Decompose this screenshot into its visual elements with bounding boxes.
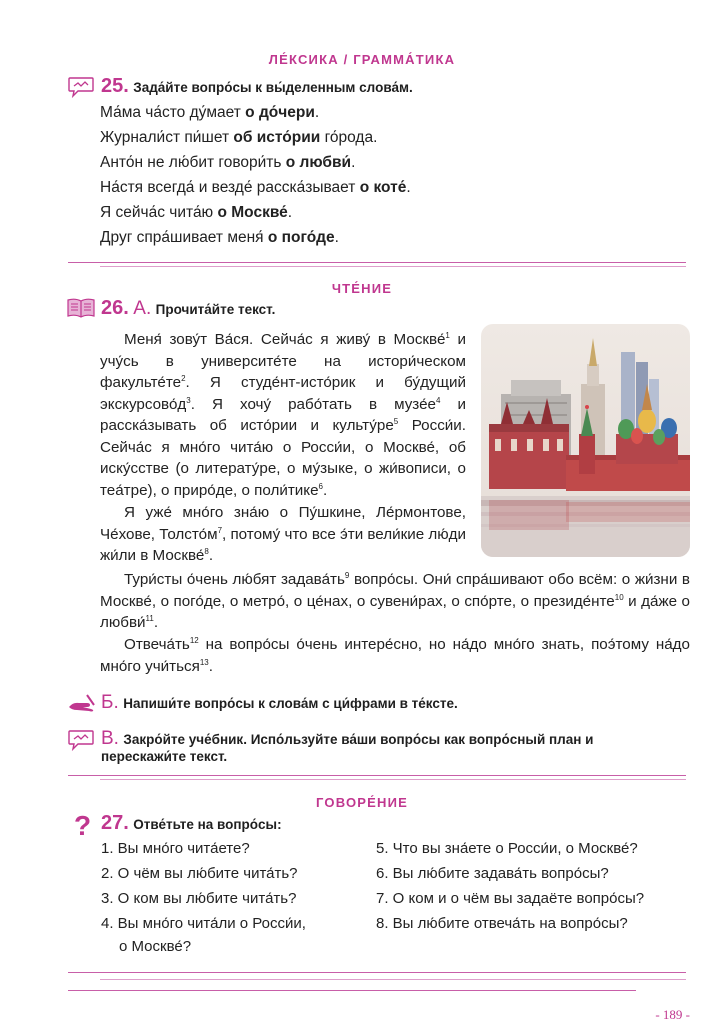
divider [68,775,686,776]
footer-rule [68,972,686,973]
question-2: 2. О чём вы лю́бите чита́ть? [101,865,298,882]
exercise-heading: Зада́йте вопро́сы к вы́деленным слова́м. [133,80,413,95]
part-c-heading: Закро́йте уче́бник. Испо́льзуйте ва́ши вопро́сы как вопро́сный план и [123,732,594,747]
question-7: 7. О ком и о чём вы задаёте вопро́сы? [376,890,645,907]
question-4-continued: о Москве́? [119,938,192,955]
ex25-line-3: Анто́н не лю́бит говори́ть о любви́. [100,154,356,171]
exercise-heading: Отве́тьте на вопро́сы: [133,817,282,832]
footer-rule [68,990,636,991]
question-5: 5. Что вы зна́ете о Росси́и, о Москве́? [376,840,638,857]
part-letter-a: А. [133,298,152,319]
reading-paragraph-1: Меня́ зову́т Ва́ся. Сейча́с я живу́ в Москве́$^1$ и учу́сь в университе́те на истори́ческом $факульте́те^2$. Я студе́нт-исто́рик и бу́дущий $экскурсово́д^3$. Я хочу́ рабо́тать в $музе́е^4$ и расска́зывать об исто́рии и $культу́ре^5$ Росси́и. Сейча́с я мно́го чита́ю о Росси́и, о Москве́, об иску́сстве (о литерату́ре, о му́зыке, о жи́вописи, о теа́тре), о приро́де, о поли́тике$^6$. [100,330,466,499]
question-mark-icon: ? [74,810,92,841]
part-c-header [101,728,593,750]
section-title-reading: ЧТЕ́НИЕ [331,281,393,296]
divider [68,262,686,263]
page-number: - 189 - [655,1007,690,1022]
question-6: 6. Вы лю́бите задава́ть вопро́сы? [376,865,609,882]
part-b-header [101,692,458,714]
reading-paragraph-2: Я уже́ мно́го зна́ю о Пу́шкине, Ле́рмонтове, Че́хове, $Толсто́м^7$, потому́ что все э́ти вели́кие лю́ди жи́ли в Москве́$^8$. [100,504,466,564]
section-title-speaking: ГОВОРЕ́НИЕ [315,795,409,810]
part-letter-c: В. [101,728,119,749]
ex25-line-4: На́стя всегда́ и везде́ расска́зывает о коте́. [100,179,411,196]
exercise-number: 26. [101,297,129,319]
footer-rule [100,979,686,980]
exercise-25-header [101,75,413,98]
ex25-line-1: Ма́ма ча́сто ду́мает о до́чери. [100,104,320,121]
exercise-27-header [101,812,282,835]
reading-paragraph-3: Тури́сты о́чень лю́бят $задава́ть^9$ вопро́сы. Они́ спра́шивают обо всём: о жи́зни в Москве́, о пого́де, о метро́, о це́нах, о сувени́рах, о спо́рте, о президе́нте$^{10}$ и да́же о любви́$^{11}$. [100,570,690,631]
exercise-number: 25. [101,75,129,97]
exercise-number: 27. [101,812,129,834]
exercise-heading: Прочита́йте текст. [155,302,276,317]
part-c-heading-continued: перескажи́те текст. [101,749,228,764]
ex25-line-6: Друг спра́шивает меня́ о пого́де. [100,229,339,246]
divider [100,266,686,267]
reading-paragraph-4: $Отвеча́ть^{12}$ на вопро́сы о́чень интере́сно, но на́до мно́го знать, поэ́тому на́до мно́го учи́ться$^{13}$. [100,635,690,675]
exercise-26-header [101,297,275,320]
speech-bubble-icon [67,76,95,103]
writing-hand-icon [67,693,97,718]
part-letter-b: Б. [101,692,119,713]
section-title-lexica: ЛЕ́КСИКА / ГРАММА́ТИКА [268,52,456,67]
divider [100,779,686,780]
question-8: 8. Вы лю́бите отвеча́ть на вопро́сы? [376,915,628,932]
question-4: 4. Вы мно́го чита́ли о Росси́и, [101,915,306,932]
speech-bubble-icon [67,729,95,756]
question-1: 1. Вы мно́го чита́ете? [101,840,250,857]
part-b-heading: Напиши́те вопро́сы к слова́м с ци́фрами в те́ксте. [123,696,458,711]
ex25-line-5: Я сейча́с чита́ю о Москве́. [100,204,293,221]
ex25-line-2: Журнали́ст пи́шет об исто́рии го́рода. [100,129,378,146]
open-book-icon [66,297,96,324]
question-3: 3. О ком вы лю́бите чита́ть? [101,890,297,907]
moscow-illustration [481,324,690,557]
